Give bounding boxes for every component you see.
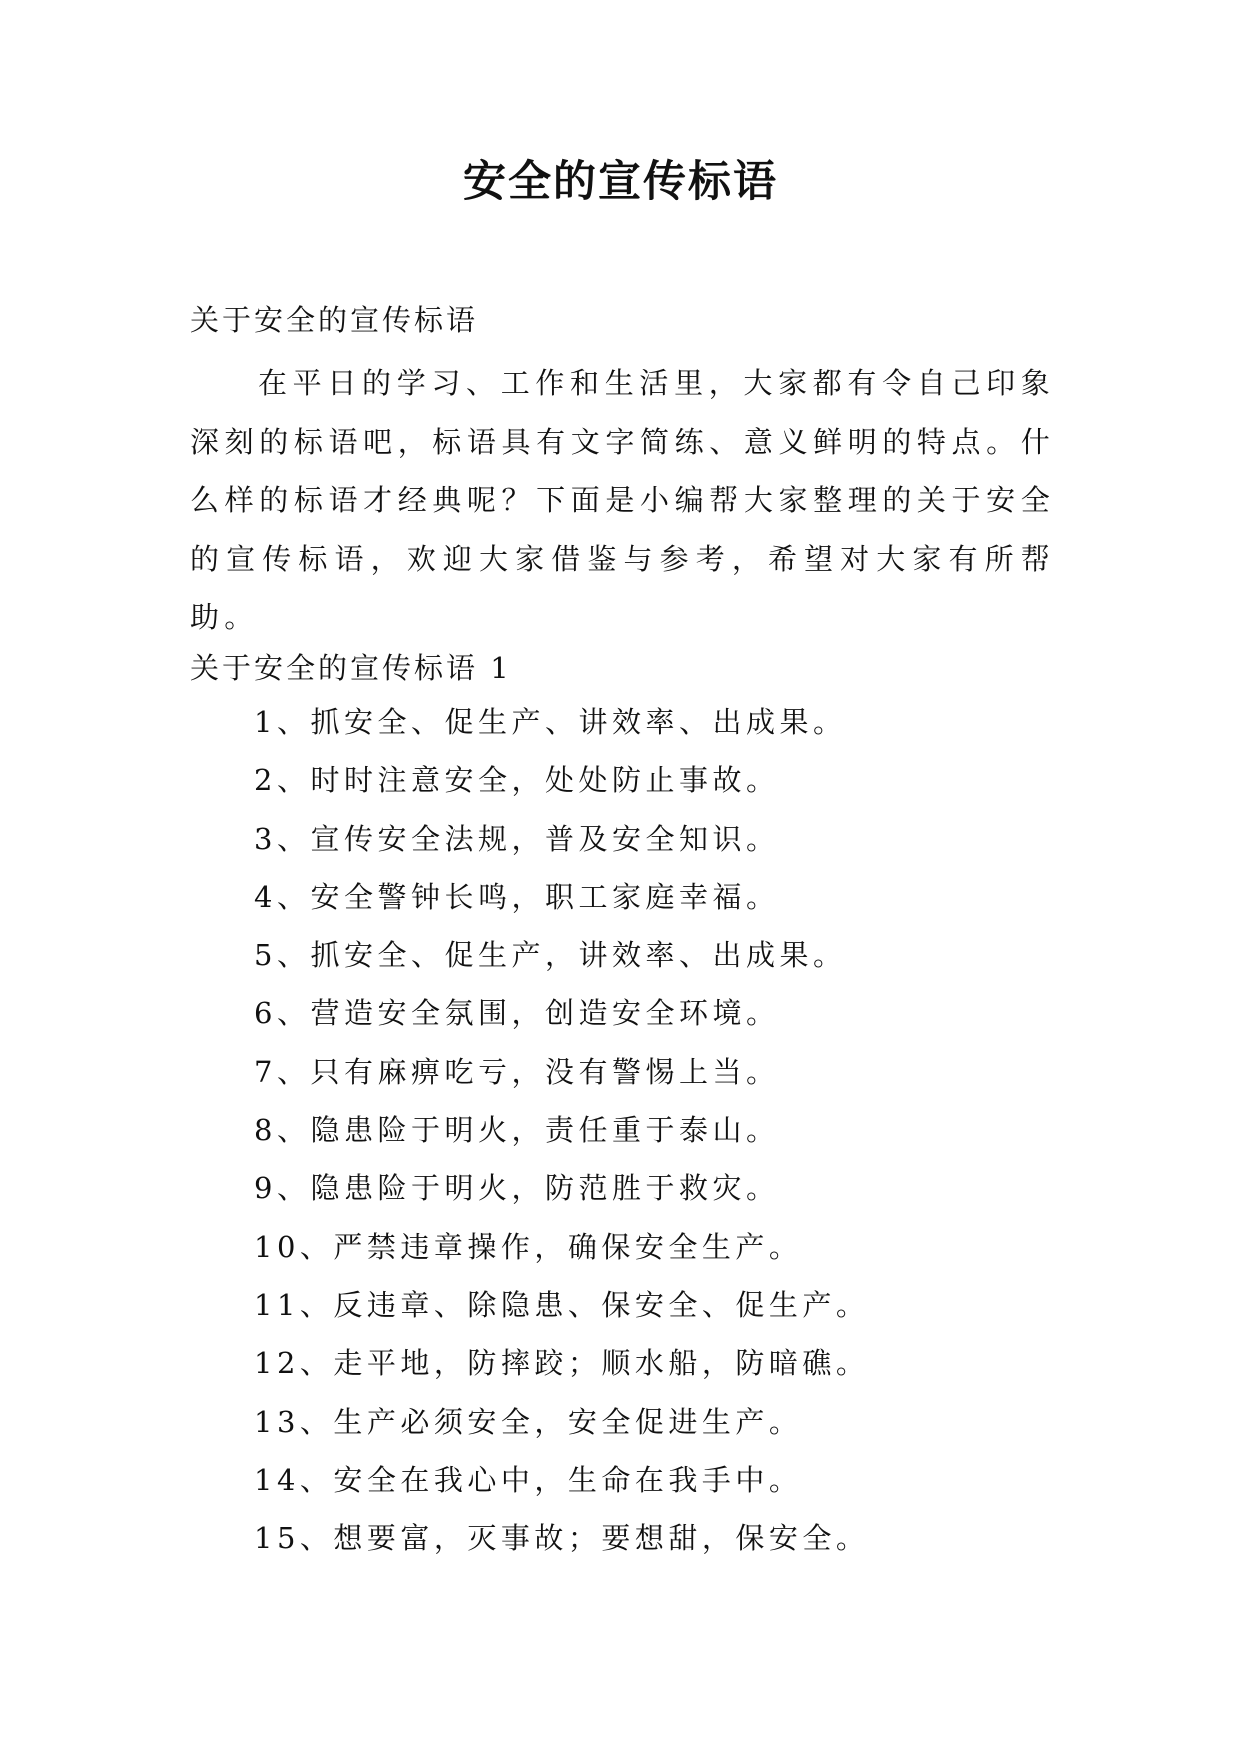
slogan-item: 10、严禁违章操作，确保安全生产。 (254, 1229, 803, 1264)
intro-paragraph: 在平日的学习、工作和生活里，大家都有令自己印象深刻的标语吧，标语具有文字简练、意义鲜明的特点。什么样的标语才经典呢？下面是小编帮大家整理的关于安全的宣传标语，欢迎大家借鉴与参考，希望对大家有所帮助。 (190, 366, 1055, 634)
slogan-item: 7、只有麻痹吃亏，没有警惕上当。 (254, 1054, 780, 1089)
slogan-item: 2、时时注意安全，处处防止事故。 (254, 763, 780, 798)
slogan-item: 3、宣传安全法规，普及安全知识。 (254, 821, 780, 856)
slogan-item: 6、营造安全氛围，创造安全环境。 (254, 996, 780, 1031)
slogan-item: 14、安全在我心中，生命在我手中。 (254, 1462, 803, 1497)
slogan-item: 4、安全警钟长鸣，职工家庭幸福。 (254, 879, 780, 914)
slogan-item: 5、抓安全、促生产，讲效率、出成果。 (254, 938, 847, 973)
slogan-item: 1、抓安全、促生产、讲效率、出成果。 (254, 705, 847, 739)
slogan-item: 15、想要富，灭事故；要想甜，保安全。 (254, 1521, 870, 1556)
slogan-item: 11、反违章、除隐患、保安全、促生产。 (254, 1287, 870, 1322)
slogan-item: 8、隐患险于明火，责任重于泰山。 (254, 1113, 780, 1148)
section-heading: 关于安全的宣传标语 (190, 303, 479, 337)
list-heading: 关于安全的宣传标语 1 (190, 651, 512, 685)
slogan-item: 13、生产必须安全，安全促进生产。 (254, 1404, 803, 1439)
slogan-list (254, 700, 869, 1574)
slogan-item: 12、走平地，防摔跤；顺水船，防暗礁。 (254, 1346, 870, 1381)
document-title: 安全的宣传标语 (463, 157, 778, 207)
slogan-item: 9、隐患险于明火，防范胜于救灾。 (254, 1171, 780, 1206)
